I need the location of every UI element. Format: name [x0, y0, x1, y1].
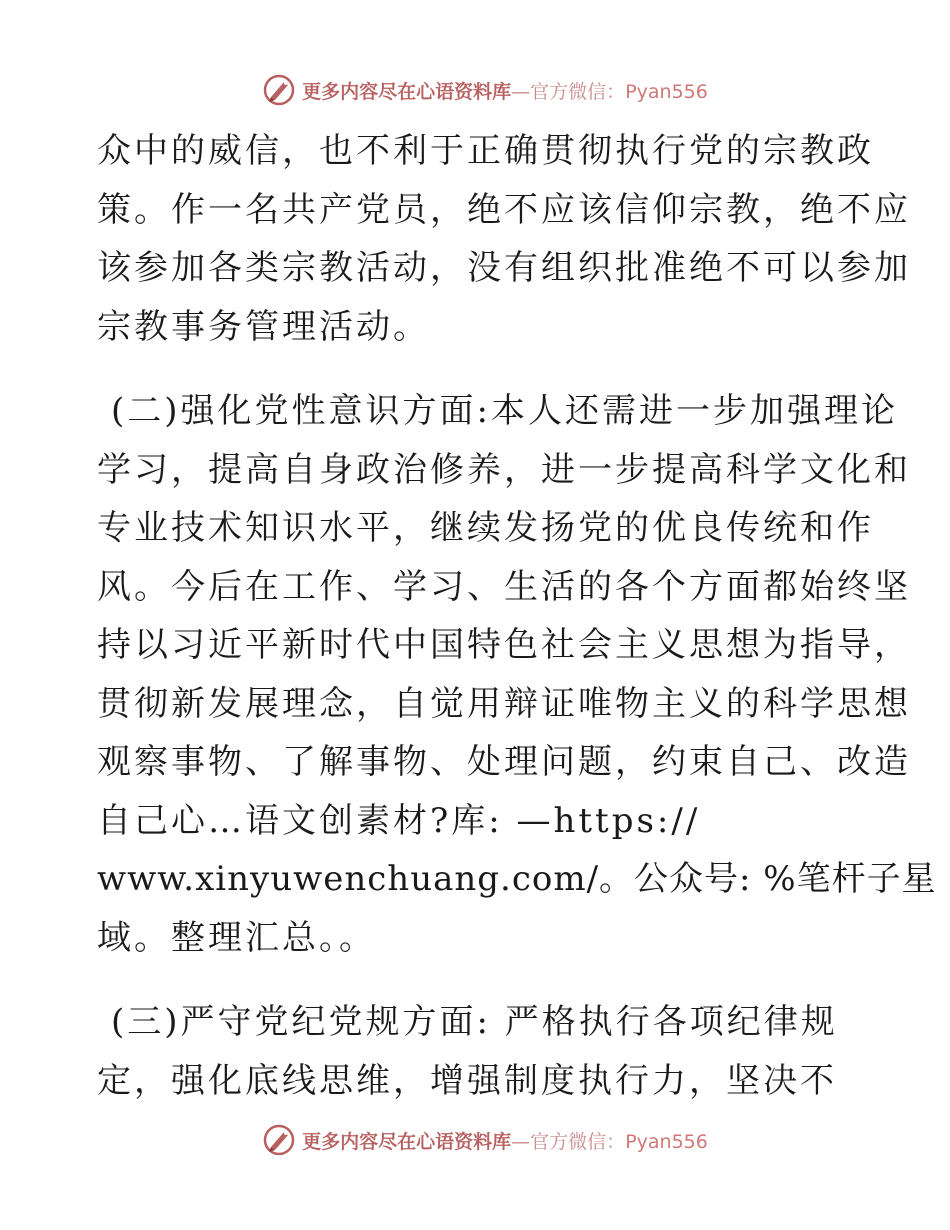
header-banner-wechat-handle: Pyan556 [625, 80, 708, 103]
text-line: (二)强化党性意识方面:本人还需进一步加强理论 [111, 391, 898, 431]
text-line: (三)严守党纪党规方面: 严格执行各项纪律规 [111, 1002, 838, 1042]
text-line: 持以习近平新时代中国特色社会主义思想为指导， [97, 625, 911, 665]
footer-banner-inner [262, 1123, 708, 1157]
text-line: 策。作一名共产党员，绝不应该信仰宗教，绝不应 [97, 189, 911, 230]
footer-banner-wechat-handle: Pyan556 [625, 1130, 708, 1153]
footer-banner-main: 更多内容尽在心语资料库 [302, 1130, 512, 1153]
header-banner-main: 更多内容尽在心语资料库 [302, 80, 512, 103]
paragraph-1 [97, 122, 911, 356]
text-line: 风。今后在工作、学习、生活的各个方面都始终坚 [97, 566, 911, 607]
text-line: 自己心…语文创素材?库: —https:// [97, 800, 701, 841]
text-line: 学习，提高自身政治修养，进一步提高科学文化和 [97, 449, 911, 490]
text-line: 宗教事务管理活动。 [97, 306, 430, 347]
footer-banner-separator: — [511, 1130, 531, 1153]
paragraph-2 [97, 382, 937, 967]
pen-logo-icon [262, 73, 296, 107]
document-body [97, 122, 937, 1110]
text-line: 贯彻新发展理念，自觉用辩证唯物主义的科学思想 [97, 683, 911, 724]
text-line: 定，强化底线思维，增强制度执行力，坚决不 [97, 1060, 837, 1101]
header-banner-separator: — [511, 80, 531, 103]
text-line: 域。整理汇总。。 [97, 917, 376, 958]
header-banner-inner [262, 73, 708, 107]
text-line: 众中的威信，也不利于正确贯彻执行党的宗教政 [97, 131, 874, 171]
text-line: www.xinyuwenchuang.com/。公众号: %笔杆子星 [97, 859, 937, 899]
text-line: 观察事物、了解事物、处理问题，约束自己、改造 [97, 742, 911, 782]
header-banner-text [302, 77, 708, 104]
header-banner-wechat-label: 官方微信： [530, 80, 626, 103]
footer-banner-wechat-label: 官方微信： [530, 1130, 626, 1153]
pen-logo-icon [262, 1123, 296, 1157]
header-banner [0, 70, 950, 110]
text-line: 该参加各类宗教活动，没有组织批准绝不可以参加 [97, 248, 911, 288]
paragraph-3 [97, 993, 857, 1110]
paragraph-gap [97, 356, 857, 382]
footer-banner [0, 1120, 950, 1160]
text-line: 专业技术知识水平，继续发扬党的优良传统和作 [97, 508, 874, 548]
footer-banner-text [302, 1127, 708, 1154]
paragraph-gap [97, 967, 857, 993]
